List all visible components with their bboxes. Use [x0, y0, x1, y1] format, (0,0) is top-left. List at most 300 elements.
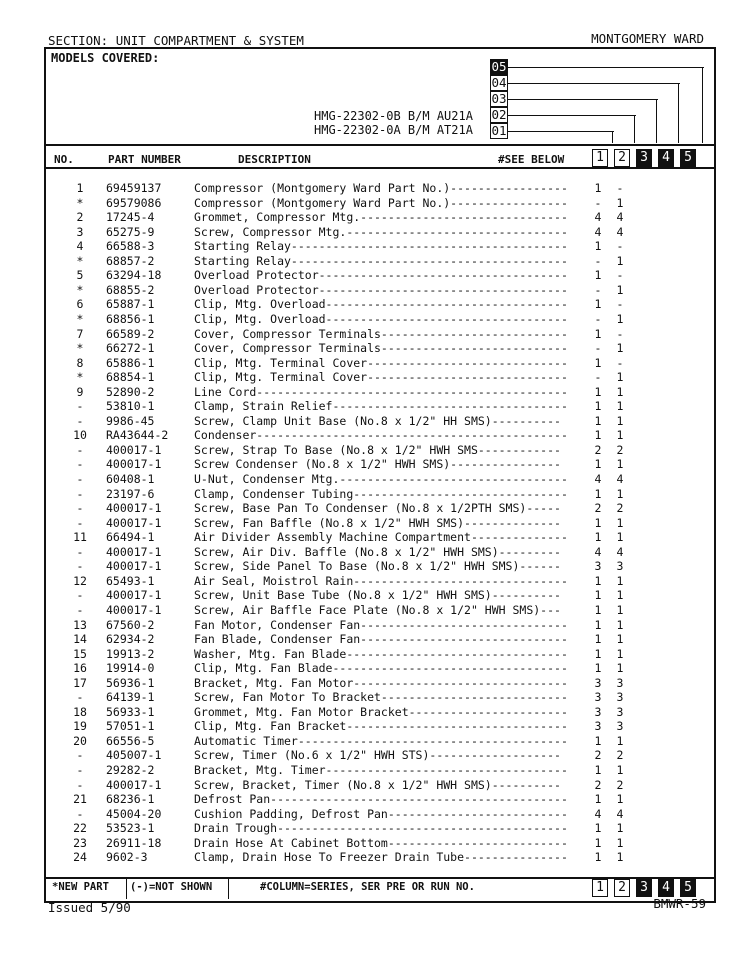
divider-top: [46, 144, 714, 146]
part-number: 68857-2: [106, 253, 155, 268]
part-number: 66589-2: [106, 326, 155, 341]
table-row: [46, 516, 710, 531]
part-number: 17245-4: [106, 210, 155, 225]
series-2-qty: 3: [616, 675, 624, 690]
series-1-qty: 1: [594, 835, 602, 850]
model-line-a: HMG-22302-0A B/M AT21A: [314, 123, 473, 137]
models-covered-label: MODELS COVERED:: [51, 51, 160, 65]
part-description: Cover, Compressor Terminals---------------------------: [194, 341, 568, 356]
series-1-qty: 1: [594, 355, 602, 370]
series-1-qty: 3: [594, 675, 602, 690]
part-number: 66556-5: [106, 733, 155, 748]
series-1-qty: 1: [594, 850, 602, 865]
series-2-qty: -: [616, 181, 624, 195]
item-number: -: [76, 544, 84, 559]
series-2-qty: 4: [616, 806, 624, 821]
part-number: 26911-18: [106, 835, 162, 850]
part-description: Clip, Mtg. Overload-----------------------------------: [194, 297, 568, 312]
part-number: 65887-1: [106, 297, 155, 312]
part-description: Clip, Mtg. Terminal Cover-----------------------------: [194, 370, 568, 385]
series-header-4: 4: [658, 149, 674, 167]
bracket-drop-04: [678, 83, 679, 143]
series-footer-3: 3: [636, 879, 652, 897]
part-number: 62934-2: [106, 632, 155, 647]
part-description: Compressor (Montgomery Ward Part No.)-----------------: [194, 195, 568, 210]
series-1-qty: 1: [594, 239, 602, 254]
part-description: Screw, Air Div. Baffle (No.8 x 1/2" HWH SMS)---------: [194, 544, 561, 559]
item-number: 21: [73, 792, 87, 807]
item-number: 22: [73, 821, 87, 836]
table-row: [46, 297, 710, 312]
part-description: Air Divider Assembly Machine Compartment--------------: [194, 530, 568, 545]
series-2-qty: 1: [616, 384, 624, 399]
series-1-qty: 3: [594, 704, 602, 719]
series-2-qty: -: [616, 326, 624, 341]
part-description: Screw, Base Pan To Condenser (No.8 x 1/2PTH SMS)-----: [194, 501, 561, 516]
series-2-qty: 4: [616, 472, 624, 486]
part-number: 400017-1: [106, 457, 162, 472]
part-number: 65275-9: [106, 224, 155, 239]
part-number: 52890-2: [106, 384, 155, 399]
table-row: [46, 501, 710, 516]
part-description: Drain Trough------------------------------------------: [194, 821, 568, 836]
table-row: [46, 821, 710, 836]
part-description: Starting Relay----------------------------------------: [194, 239, 568, 254]
col-header-no: NO.: [54, 153, 74, 166]
part-description: Screw, Unit Base Tube (No.8 x 1/2" HWH SMS)----------: [194, 588, 561, 603]
model-code-04: 04: [491, 75, 507, 90]
part-number: 64139-1: [106, 690, 155, 705]
model-code-01: 01: [491, 123, 507, 138]
series-1-qty: 1: [594, 792, 602, 807]
part-number: 405007-1: [106, 748, 162, 763]
series-1-qty: 1: [594, 413, 602, 428]
table-row: [46, 647, 710, 662]
table-row: [46, 457, 710, 472]
series-1-qty: -: [594, 253, 602, 268]
item-number: 11: [73, 530, 87, 545]
series-footer-4: 4: [658, 879, 674, 897]
part-number: 69459137: [106, 181, 162, 195]
table-row: [46, 807, 710, 822]
series-2-qty: 1: [616, 530, 624, 545]
bracket-drop-02: [634, 115, 635, 143]
series-2-qty: 1: [616, 311, 624, 326]
series-2-qty: -: [616, 239, 624, 254]
series-1-qty: 1: [594, 646, 602, 661]
series-1-qty: 1: [594, 632, 602, 647]
series-2-qty: 1: [616, 733, 624, 748]
item-number: -: [76, 806, 84, 821]
part-description: Grommet, Mtg. Fan Motor Bracket-----------------------: [194, 704, 568, 719]
series-header-1: 1: [592, 149, 608, 167]
item-number: *: [76, 341, 84, 356]
item-number: *: [76, 195, 84, 210]
item-number: -: [76, 399, 84, 414]
table-row: [46, 690, 710, 705]
part-description: Screw, Timer (No.6 x 1/2" HWH STS)-------------------: [194, 748, 561, 763]
part-number: 45004-20: [106, 806, 162, 821]
series-1-qty: 3: [594, 719, 602, 734]
series-1-qty: 1: [594, 617, 602, 632]
series-1-qty: 2: [594, 442, 602, 457]
item-number: -: [76, 413, 84, 428]
part-number: 53810-1: [106, 399, 155, 414]
series-1-qty: 1: [594, 602, 602, 617]
item-number: -: [76, 602, 84, 617]
brand-name: MONTGOMERY WARD: [591, 31, 704, 46]
series-2-qty: -: [616, 355, 624, 370]
table-row: [46, 763, 710, 778]
table-row: [46, 341, 710, 356]
item-number: *: [76, 311, 84, 326]
series-1-qty: 4: [594, 210, 602, 225]
table-row: [46, 312, 710, 327]
table-row: [46, 705, 710, 720]
part-description: Compressor (Montgomery Ward Part No.)-----------------: [194, 181, 568, 195]
item-number: 15: [73, 646, 87, 661]
table-row: [46, 210, 710, 225]
series-2-qty: 1: [616, 850, 624, 865]
table-row: [46, 385, 710, 400]
series-1-qty: 1: [594, 268, 602, 283]
part-description: Cushion Padding, Defrost Pan--------------------------: [194, 806, 568, 821]
table-row: [46, 487, 710, 502]
legend-new-part: *NEW PART: [52, 881, 109, 893]
table-row: [46, 428, 710, 443]
part-number: 400017-1: [106, 777, 162, 792]
series-1-qty: 1: [594, 733, 602, 748]
series-1-qty: 1: [594, 181, 602, 195]
bracket-line-03: [508, 99, 658, 100]
part-description: Automatic Timer---------------------------------------: [194, 733, 568, 748]
item-number: 18: [73, 704, 87, 719]
part-description: Fan Blade, Condenser Fan------------------------------: [194, 632, 568, 647]
series-1-qty: 4: [594, 806, 602, 821]
series-footer-1: 1: [592, 879, 608, 897]
table-row: [46, 472, 710, 487]
table-row: [46, 748, 710, 763]
part-number: 56936-1: [106, 675, 155, 690]
series-1-qty: 4: [594, 224, 602, 239]
item-number: 3: [76, 224, 84, 239]
item-number: 9: [76, 384, 84, 399]
series-2-qty: 3: [616, 559, 624, 574]
series-1-qty: 1: [594, 515, 602, 530]
item-number: -: [76, 763, 84, 777]
series-1-qty: -: [594, 195, 602, 210]
series-2-qty: 1: [616, 763, 624, 777]
series-2-qty: 1: [616, 399, 624, 414]
series-1-qty: 1: [594, 763, 602, 777]
series-1-qty: 1: [594, 573, 602, 588]
table-row: [46, 618, 710, 633]
issued-date: Issued 5/90: [48, 900, 131, 915]
model-line-b: HMG-22302-0B B/M AU21A: [314, 109, 473, 123]
part-number: 9602-3: [106, 850, 148, 865]
part-number: 65493-1: [106, 573, 155, 588]
series-1-qty: 1: [594, 588, 602, 603]
item-number: 20: [73, 733, 87, 748]
item-number: -: [76, 472, 84, 486]
series-1-qty: 1: [594, 399, 602, 414]
series-2-qty: 1: [616, 792, 624, 807]
series-2-qty: -: [616, 268, 624, 283]
series-1-qty: 1: [594, 661, 602, 676]
item-number: 6: [76, 297, 84, 312]
part-number: 19914-0: [106, 661, 155, 676]
series-1-qty: 1: [594, 530, 602, 545]
item-number: -: [76, 486, 84, 501]
item-number: *: [76, 253, 84, 268]
item-number: 17: [73, 675, 87, 690]
bracket-drop-03: [656, 99, 657, 143]
series-1-qty: -: [594, 370, 602, 385]
section-title: SECTION: UNIT COMPARTMENT & SYSTEM: [48, 33, 304, 48]
item-number: -: [76, 442, 84, 457]
item-number: 12: [73, 573, 87, 588]
series-2-qty: 2: [616, 777, 624, 792]
part-number: 63294-18: [106, 268, 162, 283]
series-1-qty: -: [594, 341, 602, 356]
bracket-line-02: [508, 115, 636, 116]
item-number: -: [76, 457, 84, 472]
series-2-qty: 4: [616, 210, 624, 225]
part-description: Clamp, Strain Relief----------------------------------: [194, 399, 568, 414]
table-row: [46, 283, 710, 298]
series-1-qty: 1: [594, 326, 602, 341]
series-2-qty: -: [616, 297, 624, 312]
series-2-qty: 2: [616, 748, 624, 763]
item-number: 7: [76, 326, 84, 341]
part-number: 400017-1: [106, 442, 162, 457]
series-header-2: 2: [614, 149, 630, 167]
series-2-qty: 1: [616, 646, 624, 661]
part-description: Screw, Compressor Mtg.--------------------------------: [194, 224, 568, 239]
part-description: Bracket, Mtg. Fan Motor-------------------------------: [194, 675, 568, 690]
table-row: [46, 356, 710, 371]
bracket-line-05: [508, 67, 704, 68]
item-number: 13: [73, 617, 87, 632]
table-row: [46, 588, 710, 603]
col-header-see-below: #SEE BELOW: [498, 153, 565, 166]
part-number: 29282-2: [106, 763, 155, 777]
series-2-qty: 1: [616, 282, 624, 297]
series-2-qty: 3: [616, 690, 624, 705]
part-description: Screw, Side Panel To Base (No.8 x 1/2" HWH SMS)------: [194, 559, 561, 574]
series-2-qty: 4: [616, 224, 624, 239]
table-row: [46, 327, 710, 342]
document-id: BMWR-59: [653, 896, 706, 911]
table-row: [46, 603, 710, 618]
part-number: 56933-1: [106, 704, 155, 719]
parts-list-frame: [44, 47, 716, 903]
part-description: Screw, Clamp Unit Base (No.8 x 1/2" HH SMS)----------: [194, 413, 561, 428]
table-row: [46, 443, 710, 458]
part-description: U-Nut, Condenser Mtg.---------------------------------: [194, 472, 568, 486]
series-1-qty: 1: [594, 457, 602, 472]
part-description: Condenser---------------------------------------------: [194, 428, 568, 443]
series-2-qty: 2: [616, 501, 624, 516]
part-description: Bracket, Mtg. Timer-----------------------------------: [194, 763, 568, 777]
table-row: [46, 719, 710, 734]
col-header-part-number: PART NUMBER: [108, 153, 181, 166]
part-description: Clip, Mtg. Terminal Cover-----------------------------: [194, 355, 568, 370]
series-1-qty: 4: [594, 472, 602, 486]
series-2-qty: 1: [616, 632, 624, 647]
part-description: Screw, Fan Motor To Bracket---------------------------: [194, 690, 568, 705]
part-number: 53523-1: [106, 821, 155, 836]
item-number: 19: [73, 719, 87, 734]
table-row: [46, 574, 710, 589]
part-number: 400017-1: [106, 501, 162, 516]
series-2-qty: 1: [616, 617, 624, 632]
series-footer-5: 5: [680, 879, 696, 897]
item-number: 24: [73, 850, 87, 865]
part-description: Screw, Air Baffle Face Plate (No.8 x 1/2" HWH SMS)---: [194, 602, 561, 617]
part-description: Screw, Fan Baffle (No.8 x 1/2" HWH SMS)--------------: [194, 515, 561, 530]
part-description: Fan Motor, Condenser Fan------------------------------: [194, 617, 568, 632]
item-number: *: [76, 282, 84, 297]
part-number: 66588-3: [106, 239, 155, 254]
part-description: Clip, Mtg. Overload-----------------------------------: [194, 311, 568, 326]
series-2-qty: 1: [616, 602, 624, 617]
bracket-drop-05: [702, 67, 703, 143]
series-1-qty: 2: [594, 501, 602, 516]
item-number: 4: [76, 239, 84, 254]
item-number: -: [76, 748, 84, 763]
part-description: Washer, Mtg. Fan Blade--------------------------------: [194, 646, 568, 661]
series-1-qty: 1: [594, 384, 602, 399]
part-description: Screw Condenser (No.8 x 1/2" HWH SMS)----------------: [194, 457, 561, 472]
part-number: 57051-1: [106, 719, 155, 734]
model-code-03: 03: [491, 91, 507, 106]
part-number: 66272-1: [106, 341, 155, 356]
part-number: 67560-2: [106, 617, 155, 632]
table-row: [46, 268, 710, 283]
series-2-qty: 1: [616, 821, 624, 836]
part-number: 60408-1: [106, 472, 155, 486]
part-number: 9986-45: [106, 413, 155, 428]
series-2-qty: 1: [616, 457, 624, 472]
legend-column-note: #COLUMN=SERIES, SER PRE OR RUN NO.: [260, 881, 475, 893]
bracket-drop-01: [612, 131, 613, 143]
series-1-qty: 1: [594, 428, 602, 443]
table-row: [46, 399, 710, 414]
table-row: [46, 545, 710, 560]
part-number: RA43644-2: [106, 428, 169, 443]
series-2-qty: 1: [616, 835, 624, 850]
series-2-qty: 3: [616, 704, 624, 719]
table-row: [46, 778, 710, 793]
table-row: [46, 850, 710, 865]
item-number: 2: [76, 210, 84, 225]
series-2-qty: 1: [616, 413, 624, 428]
series-header-5: 5: [680, 149, 696, 167]
part-description: Defrost Pan-------------------------------------------: [194, 792, 568, 807]
part-number: 400017-1: [106, 559, 162, 574]
series-1-qty: 4: [594, 544, 602, 559]
series-2-qty: 1: [616, 573, 624, 588]
footer-separator-1: [126, 879, 127, 899]
part-number: 400017-1: [106, 544, 162, 559]
series-2-qty: 1: [616, 370, 624, 385]
series-1-qty: 1: [594, 486, 602, 501]
series-1-qty: -: [594, 311, 602, 326]
series-1-qty: 2: [594, 777, 602, 792]
part-description: Overload Protector------------------------------------: [194, 268, 568, 283]
bracket-line-04: [508, 83, 680, 84]
part-description: Overload Protector------------------------------------: [194, 282, 568, 297]
model-code-05: 05: [491, 59, 507, 74]
series-2-qty: 2: [616, 442, 624, 457]
item-number: *: [76, 370, 84, 385]
series-footer-2: 2: [614, 879, 630, 897]
series-2-qty: 4: [616, 544, 624, 559]
item-number: 8: [76, 355, 84, 370]
table-row: [46, 414, 710, 429]
item-number: 14: [73, 632, 87, 647]
item-number: -: [76, 777, 84, 792]
item-number: 1: [76, 181, 84, 195]
part-number: 68855-2: [106, 282, 155, 297]
bracket-line-01: [508, 131, 614, 132]
series-1-qty: 2: [594, 748, 602, 763]
legend-not-shown: (-)=NOT SHOWN: [130, 881, 213, 893]
table-row: [46, 181, 710, 196]
series-1-qty: 1: [594, 821, 602, 836]
item-number: 23: [73, 835, 87, 850]
series-1-qty: 3: [594, 690, 602, 705]
part-number: 23197-6: [106, 486, 155, 501]
series-2-qty: 3: [616, 719, 624, 734]
series-1-qty: 3: [594, 559, 602, 574]
table-row: [46, 254, 710, 269]
table-row: [46, 370, 710, 385]
series-2-qty: 1: [616, 588, 624, 603]
table-row: [46, 792, 710, 807]
table-row: [46, 676, 710, 691]
series-2-qty: 1: [616, 515, 624, 530]
part-number: 400017-1: [106, 515, 162, 530]
item-number: -: [76, 515, 84, 530]
part-number: 68856-1: [106, 311, 155, 326]
part-description: Screw, Strap To Base (No.8 x 1/2" HWH SMS------------: [194, 442, 561, 457]
divider-header: [46, 167, 714, 169]
item-number: -: [76, 690, 84, 705]
table-row: [46, 661, 710, 676]
table-row: [46, 196, 710, 211]
series-1-qty: -: [594, 282, 602, 297]
part-number: 68236-1: [106, 792, 155, 807]
series-header-3: 3: [636, 149, 652, 167]
part-description: Clamp, Drain Hose To Freezer Drain Tube---------------: [194, 850, 568, 865]
part-description: Line Cord---------------------------------------------: [194, 384, 568, 399]
item-number: 16: [73, 661, 87, 676]
part-description: Grommet, Compressor Mtg.------------------------------: [194, 210, 568, 225]
item-number: 5: [76, 268, 84, 283]
part-description: Air Seal, Moistrol Rain-------------------------------: [194, 573, 568, 588]
table-row: [46, 530, 710, 545]
footer-separator-2: [228, 879, 229, 899]
part-number: 68854-1: [106, 370, 155, 385]
part-number: 19913-2: [106, 646, 155, 661]
item-number: -: [76, 588, 84, 603]
part-description: Clip, Mtg. Fan Bracket--------------------------------: [194, 719, 568, 734]
part-description: Drain Hose At Cabinet Bottom--------------------------: [194, 835, 568, 850]
table-row: [46, 225, 710, 240]
part-description: Starting Relay----------------------------------------: [194, 253, 568, 268]
